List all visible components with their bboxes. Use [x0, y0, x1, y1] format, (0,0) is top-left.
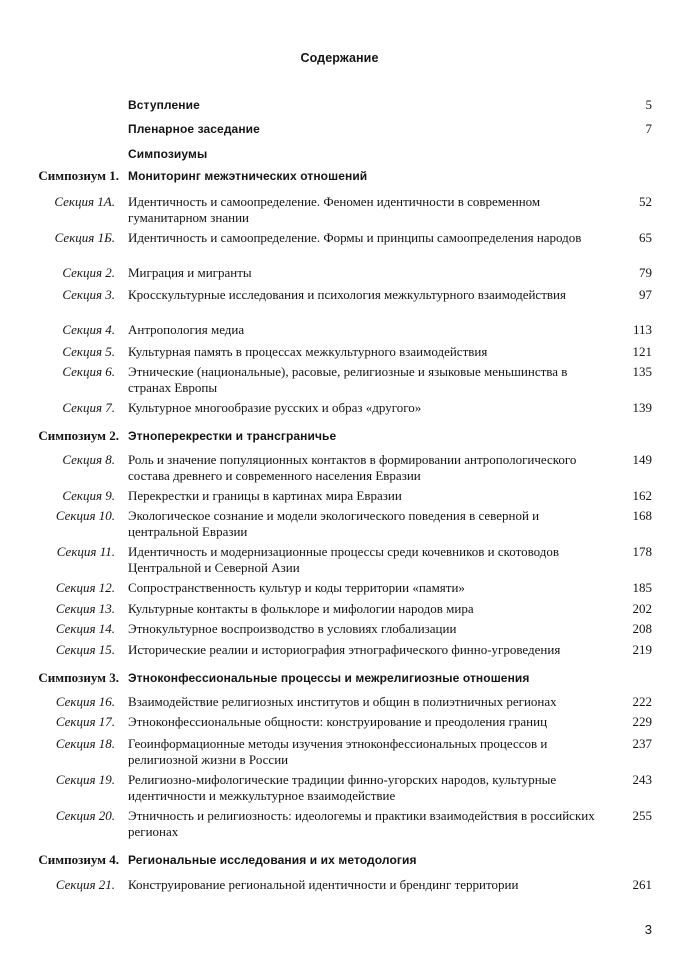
toc-entry-title: Вступление — [128, 98, 200, 112]
toc-entry-title: Взаимодействие религиозных институтов и общин в полиэтничных регионах — [128, 694, 557, 709]
section-label: Секция 6. — [62, 364, 115, 379]
section-label: Секция 1Б. — [54, 230, 115, 245]
section-label: Секция 19. — [55, 772, 115, 787]
section-label: Секция 4. — [62, 322, 115, 337]
toc-entry-page: 255 — [632, 808, 652, 823]
symposium-label: Симпозиум 1. — [38, 168, 119, 183]
toc-entry-page: 261 — [632, 877, 652, 892]
toc-entry-page: 5 — [645, 97, 652, 112]
toc-entry-page: 185 — [632, 580, 652, 595]
toc-entry-page: 79 — [639, 265, 652, 280]
toc-entry-title: Роль и значение популяционных контактов в формировании антропологического состава древнего и современного населения Евразии — [128, 452, 577, 483]
section-label: Секция 16. — [55, 694, 115, 709]
toc-entry-title: Культурные контакты в фольклоре и мифологии народов мира — [128, 601, 474, 616]
section-label: Секция 12. — [55, 580, 115, 595]
toc-entry-title: Региональные исследования и их методология — [128, 853, 417, 867]
section-label: Секция 10. — [55, 508, 115, 523]
section-label: Секция 5. — [62, 344, 115, 359]
toc-entry-title: Сопространственность культур и коды территории «памяти» — [128, 580, 465, 595]
toc-entry-page: 65 — [639, 230, 652, 245]
toc-entry-title: Кросскультурные исследования и психология межкультурного взаимодействия — [128, 287, 566, 302]
toc-entry-title: Религиозно-мифологические традиции финно-угорских народов, культурные идентичности и межкультурное взаимодействие — [128, 772, 557, 803]
toc-entry-page: 149 — [632, 452, 652, 467]
toc-entry-page: 97 — [639, 287, 652, 302]
toc-entry-title: Перекрестки и границы в картинах мира Евразии — [128, 488, 402, 503]
symposium-label: Симпозиум 3. — [38, 670, 119, 685]
toc-entry-title: Миграция и мигранты — [128, 265, 252, 280]
section-label: Секция 7. — [62, 400, 115, 415]
section-label: Секция 18. — [55, 736, 115, 751]
toc-entry-page: 162 — [632, 488, 652, 503]
section-label: Секция 13. — [55, 601, 115, 616]
toc-entry-title: Культурное многообразие русских и образ «другого» — [128, 400, 422, 415]
toc-entry-title: Этнокультурное воспроизводство в условиях глобализации — [128, 621, 457, 636]
section-label: Секция 14. — [55, 621, 115, 636]
toc-entry-title: Идентичность и модернизационные процессы среди кочевников и скотоводов Центральной и Северной Азии — [128, 544, 560, 575]
toc-entry-title: Культурная память в процессах межкультурного взаимодействия — [128, 344, 488, 359]
toc-entry-page: 202 — [632, 601, 652, 616]
symposium-label: Симпозиум 2. — [38, 428, 119, 443]
toc-entry-page: 229 — [632, 714, 652, 729]
section-label: Секция 9. — [62, 488, 115, 503]
toc-entry-title: Этноконфессиональные процессы и межрелигиозные отношения — [128, 671, 530, 685]
toc-entry-page: 222 — [632, 694, 652, 709]
toc-entry-page: 7 — [645, 121, 652, 136]
section-label: Секция 21. — [55, 877, 115, 892]
section-label: Секция 15. — [55, 642, 115, 657]
section-label: Секция 1А. — [54, 194, 115, 209]
section-label: Секция 2. — [62, 265, 115, 280]
symposium-label: Симпозиум 4. — [38, 852, 119, 867]
toc-entry-title: Идентичность и самоопределение. Формы и принципы самоопределения народов — [128, 230, 582, 245]
toc-entry-title: Антропология медиа — [128, 322, 245, 337]
toc-entry-page: 52 — [639, 194, 652, 209]
toc-entry-page: 135 — [632, 364, 652, 379]
toc-entry-page: 178 — [632, 544, 652, 559]
toc-entry-title: Мониторинг межэтнических отношений — [128, 169, 368, 183]
toc-entry-page: 168 — [632, 508, 652, 523]
section-label: Секция 3. — [62, 287, 115, 302]
toc-entry-page: 113 — [632, 322, 652, 337]
toc-entry-title: Этнические (национальные), расовые, религиозные и языковые меньшинства в странах Европы — [128, 364, 568, 395]
toc-entry-title: Конструирование региональной идентичности и брендинг территории — [128, 877, 519, 892]
toc-entry-title: Этноперекрестки и трансграничье — [128, 429, 337, 443]
toc-entry-page: 243 — [632, 772, 652, 787]
toc-entry-title: Исторические реалии и историография этнографического финно-угроведения — [128, 642, 561, 657]
section-label: Секция 11. — [56, 544, 115, 559]
toc-entry-title: Этничность и религиозность: идеологемы и практики взаимодействия в российских регионах — [128, 808, 595, 839]
toc-entry-page: 219 — [632, 642, 652, 657]
section-label: Секция 20. — [55, 808, 115, 823]
toc-entry-title: Идентичность и самоопределение. Феномен идентичности в современном гуманитарном знании — [128, 194, 541, 225]
page-title: Содержание — [300, 51, 379, 65]
toc-entry-title: Этноконфессиональные общности: конструирование и преодоления границ — [128, 714, 548, 729]
toc-entry-title: Экологическое сознание и модели экологического поведения в северной и центральной Евразии — [128, 508, 540, 539]
toc-entry-page: 121 — [632, 344, 652, 359]
toc-entry-title: Геоинформационные методы изучения этноконфессиональных процессов и религиозной жизни в России — [128, 736, 548, 767]
toc-entry-title: Пленарное заседание — [128, 122, 260, 136]
toc-entry-title: Симпозиумы — [128, 147, 208, 161]
section-label: Секция 8. — [62, 452, 115, 467]
toc-entry-page: 208 — [632, 621, 652, 636]
page-number: 3 — [644, 922, 652, 937]
toc-entry-page: 237 — [632, 736, 652, 751]
section-label: Секция 17. — [55, 714, 115, 729]
toc-entry-page: 139 — [632, 400, 652, 415]
